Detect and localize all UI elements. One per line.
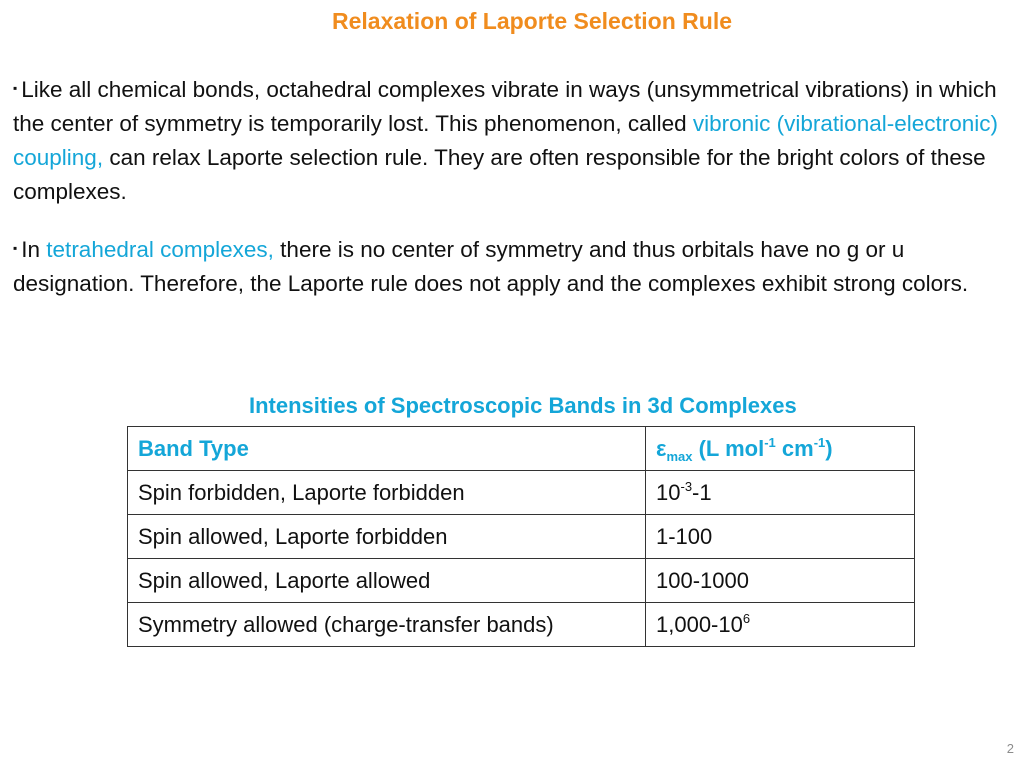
highlight-vibronic-coupling: vibronic (vibrational-electronic) coupling, xyxy=(13,111,999,170)
table-header-row xyxy=(128,427,915,471)
cell-band-type: Spin forbidden, Laporte forbidden xyxy=(128,471,646,515)
table-row xyxy=(128,515,915,559)
highlight-tetrahedral-complexes: tetrahedral complexes, xyxy=(46,237,274,262)
intensity-table xyxy=(127,426,915,647)
paragraph-text: Like all chemical bonds, octahedral complexes vibrate in ways (unsymmetrical vibrations) in which the center of symmetry is temporarily lost. This phenomenon, called xyxy=(13,77,997,136)
paragraph-tetrahedral xyxy=(13,231,1008,301)
value-exponent: 6 xyxy=(742,610,751,626)
paragraph-text: In xyxy=(21,237,47,262)
unit-exponent: -1 xyxy=(813,434,826,450)
paragraph-text: can relax Laporte selection rule. They are often responsible for the bright colors of these complexes. xyxy=(13,145,986,204)
cell-epsilon-value: 100-1000 xyxy=(646,559,915,603)
page-number: 2 xyxy=(1006,741,1014,756)
unit-text: cm xyxy=(775,435,814,461)
table-row xyxy=(128,559,915,603)
cell-epsilon-value xyxy=(646,603,915,647)
epsilon-symbol: ε xyxy=(656,435,667,461)
table-title: Intensities of Spectroscopic Bands in 3d Complexes xyxy=(249,393,797,418)
value-rest: -1 xyxy=(692,479,712,505)
paragraph-text: there is no center of symmetry and thus orbitals have no g or u designation. Therefore, the Laporte rule does not apply and the complexes exhibit strong colors. xyxy=(13,237,969,296)
cell-band-type: Symmetry allowed (charge-transfer bands) xyxy=(128,603,646,647)
value-base: 10 xyxy=(656,479,681,505)
value-base: 1,000-10 xyxy=(656,611,743,637)
unit-text: ) xyxy=(825,435,833,461)
bullet-square-icon: ▪ xyxy=(13,81,18,95)
unit-exponent: -1 xyxy=(764,434,776,450)
cell-epsilon-value: 1-100 xyxy=(646,515,915,559)
cell-band-type: Spin allowed, Laporte forbidden xyxy=(128,515,646,559)
cell-epsilon-value xyxy=(646,471,915,515)
slide-title: Relaxation of Laporte Selection Rule xyxy=(331,8,733,34)
cell-band-type: Spin allowed, Laporte allowed xyxy=(128,559,646,603)
unit-text: (L mol xyxy=(692,435,765,461)
bullet-square-icon: ▪ xyxy=(13,241,18,255)
header-band-type: Band Type xyxy=(128,427,646,471)
table-row xyxy=(128,603,915,647)
value-exponent: -3 xyxy=(680,478,693,494)
table-row xyxy=(128,471,915,515)
paragraph-vibronic-coupling xyxy=(13,71,1008,209)
header-epsilon-max xyxy=(646,427,915,471)
epsilon-subscript: max xyxy=(666,448,693,464)
